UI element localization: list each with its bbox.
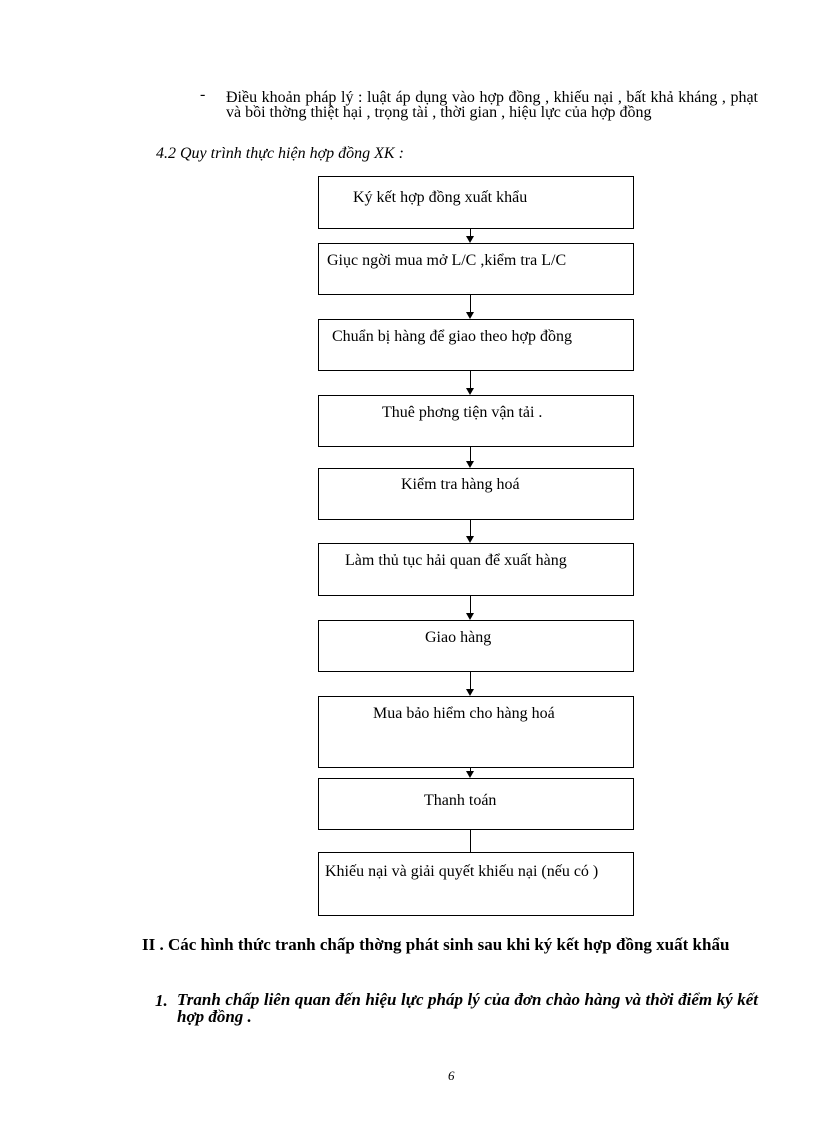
section-heading-II: II . Các hình thức tranh chấp thờng phát sinh sau khi ký kết hợp đồng xuất khẩu [142,935,730,954]
section-title-4-2: 4.2 Quy trình thực hiện hợp đồng XK : [156,145,404,162]
flow-step-label: Giục ngời mua mở L/C ,kiểm tra L/C [327,252,567,269]
page-number: 6 [448,1068,455,1083]
flow-connector [470,228,471,236]
flow-step-7 [318,620,634,672]
flow-step-label: Khiếu nại và giải quyết khiếu nại (nếu có ) [325,863,599,880]
flow-connector [470,294,471,312]
list-item-text: Tranh chấp liên quan đến hiệu lực pháp lý của đơn chào hàng và thời điểm ký kết hợp đồng . [177,990,758,1026]
flow-step-label: Thanh toán [424,792,497,809]
bullet-marker: - [200,86,206,103]
flow-step-3 [318,319,634,371]
flow-step-9 [318,778,634,830]
bullet-legal-terms: Điều khoản pháp lý : luật áp dụng vào hợp đồng , khiếu nại , bất khả kháng , phạt và bồi thờng thiệt hại , trọng tài , thời gian , hiệu lực của hợp đồng [226,89,758,121]
flow-step-4 [318,395,634,447]
arrow-head [466,236,474,243]
arrow-head [466,689,474,696]
flow-step-1 [318,176,634,229]
arrow-head [466,312,474,319]
flow-step-label: Ký kết hợp đồng xuất khẩu [353,189,528,206]
flow-step-2 [318,243,634,295]
flow-connector [470,370,471,388]
flow-step-label: Thuê phơng tiện vận tải . [382,404,543,421]
list-item-number: 1. [155,991,168,1010]
flow-step-label: Giao hàng [425,629,492,646]
arrow-head [466,613,474,620]
flow-step-10 [318,852,634,916]
flow-step-label: Chuẩn bị hàng để giao theo hợp đồng [332,328,572,345]
arrow-head [466,771,474,778]
flow-step-label: Mua bảo hiểm cho hàng hoá [373,705,555,722]
flow-connector [470,595,471,613]
flow-connector [470,519,471,536]
flow-step-6 [318,543,634,596]
arrow-head [466,536,474,543]
flow-step-label: Làm thủ tục hải quan để xuất hàng [345,552,567,569]
flow-step-5 [318,468,634,520]
arrow-head [466,388,474,395]
flow-step-label: Kiểm tra hàng hoá [401,476,520,493]
arrow-head [466,461,474,468]
flow-step-8 [318,696,634,768]
